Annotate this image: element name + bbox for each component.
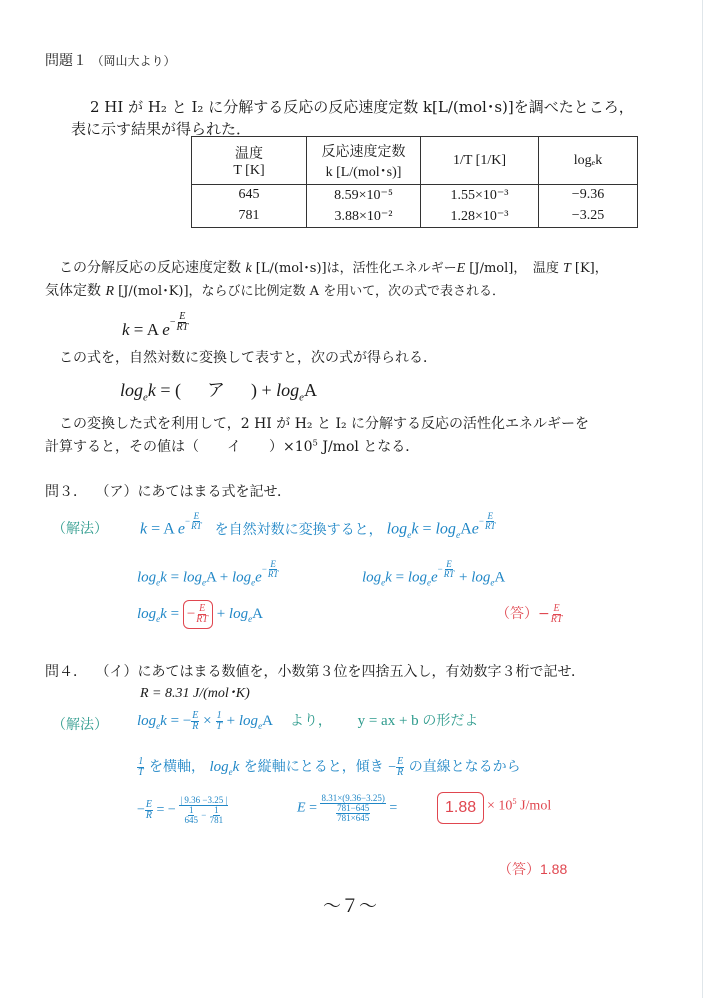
times: × 10: [487, 798, 513, 814]
one-over-t: $\frac{1}{T}$: [138, 755, 144, 778]
step-text: を縦軸にとると，傾き: [243, 759, 384, 775]
log-k: k: [411, 520, 419, 538]
table-header-row: [192, 137, 638, 185]
table-cell: 1.28×10⁻³: [421, 206, 539, 228]
sub-frac: [335, 804, 371, 823]
log-k: k: [160, 605, 167, 622]
sub-frac: $\frac{1}{645}$: [184, 805, 198, 825]
log-text: log: [137, 713, 157, 729]
intro-line-2: 表に示す結果が得られた．: [71, 120, 252, 138]
table-cell: −3.25: [539, 206, 638, 228]
linear-form-suffix: の形だよ: [422, 714, 479, 729]
log-base: e: [251, 577, 256, 588]
exp-sign: −: [388, 760, 397, 775]
text: J/mol となる．: [317, 439, 420, 455]
text: この分解反応の反応速度定数: [59, 260, 246, 276]
q3-method-label: （解法）: [52, 521, 108, 537]
exp-fraction: [267, 560, 280, 579]
table-row: [192, 185, 638, 206]
header-text: k [L/(mol･s)]: [325, 164, 402, 180]
step-text: を横軸，: [149, 759, 206, 775]
arrhenius-formula: [122, 312, 189, 340]
log-base: e: [156, 721, 161, 731]
blank-a: ア: [206, 380, 225, 400]
frac-den: R: [192, 721, 199, 733]
frac-den: T: [138, 766, 144, 778]
frac-den: RT: [550, 613, 563, 625]
header-text: logₑk: [573, 152, 603, 168]
boxed-value: 1.88: [437, 792, 484, 824]
q4-step-2: [137, 756, 521, 778]
text: [K]，: [570, 261, 608, 276]
answer-fraction: [550, 604, 564, 625]
formula-e: e: [430, 569, 438, 586]
exp-num: E: [270, 559, 276, 569]
intro-line-1: 2 HI が H₂ と I₂ に分解する反応の反応速度定数 k[L/(mol･s)]を調べたところ，: [90, 98, 634, 116]
header-text: 反応速度定数: [321, 144, 406, 160]
log-text: log: [362, 569, 382, 586]
question-4: [45, 661, 585, 681]
question-text: （イ）にあてはまる数値を，小数第３位を四捨五入し，有効数字３桁で記せ．: [95, 664, 586, 680]
log-text: log: [407, 569, 427, 586]
table-cell: 781: [192, 206, 307, 228]
formula-eq: = A: [147, 520, 178, 538]
exp-sign: −: [261, 563, 267, 574]
energy-fraction: [320, 794, 385, 823]
var-e: E: [456, 261, 466, 276]
e-over-r: [145, 800, 153, 821]
q3-answer: [496, 603, 563, 625]
log-base: e: [407, 529, 412, 541]
frac-num: E: [553, 602, 560, 614]
formula-k: k: [140, 520, 148, 538]
table-header-logk: [539, 137, 638, 185]
table-cell: −9.36: [539, 185, 638, 206]
rate-constant-table: [191, 136, 638, 228]
problem-title: 問題１: [45, 53, 87, 69]
log-k: k: [147, 380, 156, 400]
linear-form: y = ax + b: [357, 713, 419, 729]
log-base: e: [156, 613, 161, 624]
exp-num: E: [446, 559, 452, 569]
exp-sign: −: [478, 515, 484, 526]
exp-sign: −: [538, 606, 550, 622]
log-base: e: [228, 767, 233, 777]
log-text: log: [209, 759, 229, 775]
formula-k: k: [122, 319, 130, 339]
header-text: 1/T [1/K]: [452, 152, 506, 168]
exp-num: E: [179, 311, 186, 322]
description-line-4: この変換した式を利用して，2 HI が H₂ と I₂ に分解する反応の活性化エネルギーを: [59, 416, 590, 432]
log-k: k: [160, 713, 167, 729]
question-label: 問３．: [45, 484, 87, 500]
exp-sign: −: [169, 316, 176, 328]
frac-num: E: [145, 799, 153, 810]
exp-fraction: [443, 560, 456, 579]
frac-den: T: [216, 721, 222, 733]
exp-sign: −: [186, 605, 196, 622]
description-line-3: この式を，自然対数に変換して表すと，次の式が得られる．: [59, 350, 437, 366]
log-text: log: [228, 605, 249, 622]
formula-e: e: [162, 319, 170, 339]
question-label: 問４．: [45, 664, 87, 680]
slope-fraction: | 9.36 −3.25 | $\frac{1}{645}$ − $\frac{1}{781}$: [180, 795, 228, 825]
log-base: e: [381, 577, 386, 588]
exp-num: E: [193, 511, 200, 521]
frac-den: R: [145, 810, 153, 821]
frac-num: E: [397, 756, 404, 768]
question-3: [45, 481, 291, 501]
table-header-k: [307, 137, 421, 185]
frac-num: E: [192, 710, 199, 722]
text: 気体定数: [45, 283, 106, 299]
log-k: k: [232, 759, 240, 775]
text: [J/(mol･K)]，ならびに比例定数 A を用いて，次の式で表される．: [114, 284, 505, 299]
log-base: e: [455, 529, 461, 541]
page-edge: [702, 0, 703, 998]
log-text: log: [137, 605, 157, 622]
problem-source: （岡山大より）: [91, 54, 176, 68]
exp-fraction: [175, 312, 189, 333]
table-cell: 3.88×10⁻²: [307, 206, 421, 228]
log-base: e: [201, 577, 206, 588]
log-base: e: [258, 721, 263, 731]
table-row: [192, 206, 638, 228]
q4-step-4: E = $\frac{8.31\times(9.36-3.25)}{\frac{781-645}{781\times 645}}$ =: [297, 793, 398, 823]
exp-num: E: [487, 511, 493, 521]
formula-e: e: [177, 520, 186, 538]
exp-den: RT: [443, 569, 455, 579]
formula-e: e: [255, 569, 262, 586]
table-cell: 645: [192, 185, 307, 206]
exponent: 5: [512, 797, 517, 806]
exp-sign: −: [182, 713, 192, 729]
frac-num: 8.31×(9.36−3.25): [321, 793, 385, 803]
exp-den: RT: [484, 521, 496, 531]
unit: J/mol: [516, 798, 552, 814]
var-e: E: [297, 800, 306, 816]
header-text: 温度: [235, 146, 263, 162]
log-base: e: [156, 577, 161, 588]
const-a: A: [303, 380, 317, 400]
log-base: e: [248, 613, 253, 624]
log-base: e: [426, 577, 431, 588]
exp-den: RT: [191, 521, 202, 531]
frac-num: E: [199, 603, 206, 614]
q3-step-1: k = A $e^{- \frac{E}{RT}}$ を自然対数に変換すると， $\log_ek = \log_eAe^{- \frac{E}{RT}}$: [140, 511, 496, 541]
const-a: A: [460, 520, 472, 538]
paren-close: ) +: [250, 380, 277, 400]
table-header-inverse-t: [421, 137, 539, 185]
log-text: log: [137, 569, 157, 586]
log-base: e: [299, 391, 304, 404]
const-a: A: [205, 569, 216, 586]
frac-num: | 9.36 −3.25 |: [180, 795, 228, 805]
description-line-2: [45, 280, 505, 300]
question-text: （ア）にあてはまる式を記せ．: [95, 484, 292, 500]
log-text: log: [471, 569, 491, 586]
var-t: T: [562, 261, 571, 276]
table-cell: 8.59×10⁻⁵: [307, 185, 421, 206]
table-cell: 1.55×10⁻³: [421, 185, 539, 206]
q4-given-r: R = 8.31 J/(mol･K): [140, 686, 250, 701]
const-a: A: [494, 569, 506, 586]
q4-step-3: − $\frac{E}{R}$ = − | 9.36 −3.25 | $\frac{1}{645}$ − $\frac{1}{781}$: [137, 795, 228, 825]
const-a: A: [262, 713, 273, 729]
exp-den: RT: [176, 322, 189, 333]
sub-den: 781: [209, 815, 224, 825]
const-a: A: [252, 605, 263, 622]
exp-fraction: [190, 512, 203, 531]
log-k: k: [385, 569, 392, 586]
log-text: log: [182, 569, 202, 586]
exp-fraction: [484, 512, 497, 531]
text: [J/mol]， 温度: [465, 261, 563, 276]
sub-num: 781−645: [337, 803, 370, 813]
log-text: log: [231, 569, 252, 586]
formula-e: e: [471, 520, 479, 538]
yori-text: より，: [289, 714, 332, 729]
step-text: の直線となるから: [408, 759, 521, 775]
q4-step-1: $\log_ek$ = − $\frac{E}{R}$ × $\frac{1}{T}$ + $\log_eA$ より， y = ax + b の形だよ: [137, 710, 479, 733]
exp-sign: −: [137, 802, 145, 818]
log-k: k: [160, 569, 167, 586]
log-text: log: [386, 520, 408, 538]
var-k: k: [245, 261, 252, 276]
sub-den: 781×645: [337, 813, 370, 823]
paren-open: = (: [155, 380, 181, 400]
exp-den: RT: [267, 569, 279, 579]
answer-label: （答）: [496, 606, 538, 622]
exp-sign: −: [185, 515, 191, 526]
q4-answer: （答）1.88: [498, 861, 568, 877]
q3-step-2b: $\log_ek = \log_ee^{- \frac{E}{RT}}$ + $\log_eA$: [362, 559, 506, 588]
frac-den: R: [397, 767, 404, 779]
page-number: ～７～: [323, 896, 377, 916]
problem-header: [45, 50, 175, 70]
q4-method-label: （解法）: [52, 717, 108, 733]
text: 計算すると，その値は（ イ ）×10: [45, 439, 313, 455]
var-r: R: [105, 284, 115, 299]
table-header-temperature: [192, 137, 307, 185]
log-text: log: [238, 713, 259, 729]
sub-den: 645: [184, 815, 198, 825]
text: [L/(mol･s)]は，活性化エネルギー: [251, 261, 457, 276]
log-text: log: [276, 380, 300, 400]
log-formula: [120, 376, 317, 404]
answer-fraction: [195, 604, 209, 625]
log-text: log: [120, 380, 144, 400]
exponent: 5: [312, 437, 318, 448]
log-base: e: [490, 577, 495, 588]
log-text: log: [435, 520, 456, 538]
q4-boxed-answer: [437, 792, 484, 824]
q3-step-3: $\log_ek$ = − $\frac{E}{RT}$ + $\log_eA$: [137, 600, 263, 629]
frac-den: RT: [196, 614, 208, 625]
exp-sign: −: [437, 563, 443, 574]
formula-eq: = A: [129, 319, 163, 339]
boxed-answer-a: [183, 600, 213, 629]
sub-frac: $\frac{1}{781}$: [209, 805, 224, 825]
header-text: T [K]: [233, 162, 265, 178]
q3-step-2a: $\log_ek = \log_eA + \log_ee^{- \frac{E}{RT}}$: [137, 559, 279, 588]
description-line-1: [59, 257, 608, 277]
e-over-r: [396, 757, 404, 778]
description-line-5: [45, 436, 419, 456]
step-text: を自然対数に変換すると，: [214, 522, 383, 538]
one-over-t: $\frac{1}{T}$: [216, 710, 222, 733]
q4-unit: [487, 797, 551, 815]
log-base: e: [143, 391, 148, 404]
